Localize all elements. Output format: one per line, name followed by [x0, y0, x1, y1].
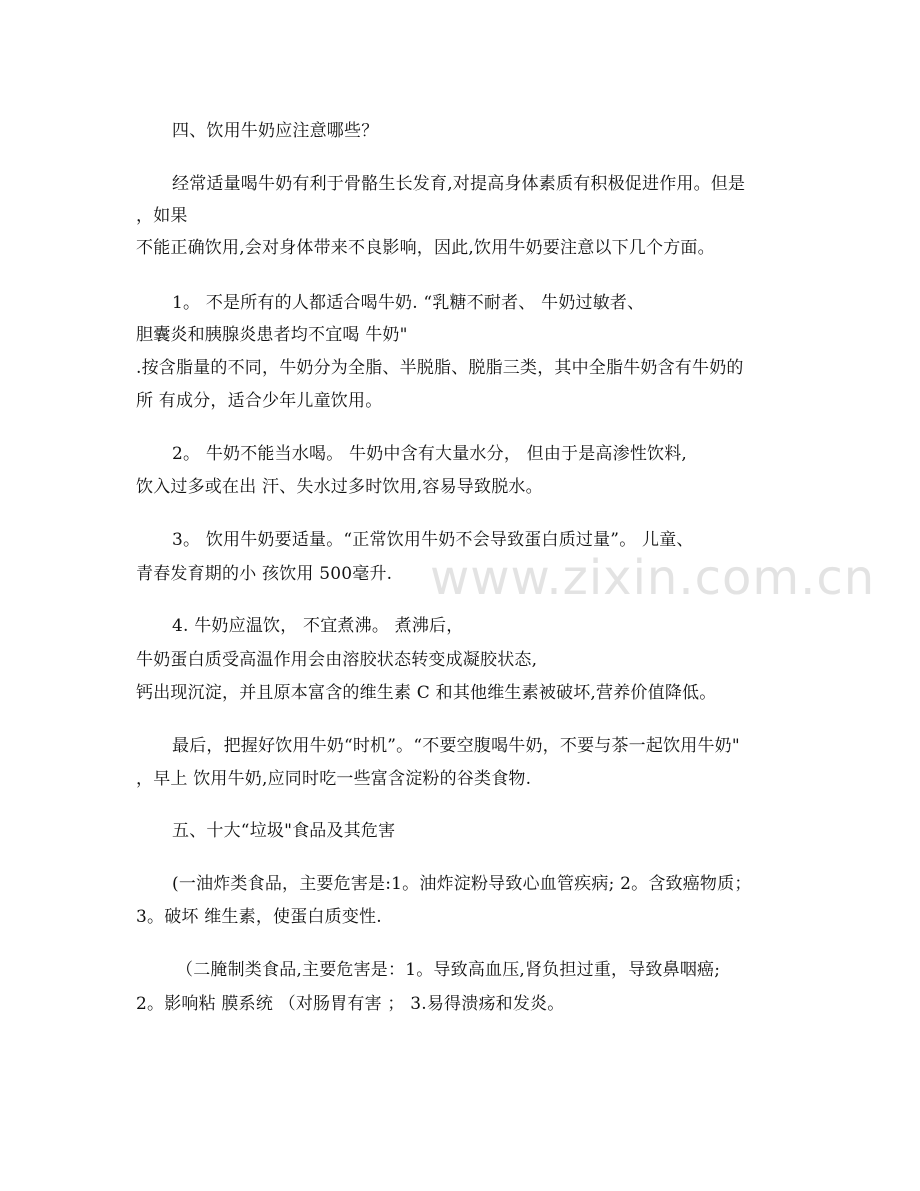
item2-line-2: 饮入过多或在出 汗、失水过多时饮用,容易导致脱水。: [136, 477, 543, 497]
final-line-2: ，早上 饮用牛奶,应同时吃一些富含淀粉的谷类食物.: [136, 769, 532, 789]
final-line-1: 最后，把握好饮用牛奶“时机”。“不要空腹喝牛奶，不要与茶一起饮用牛奶": [172, 736, 740, 756]
s5-item2-line-1: （二腌制类食品,主要危害是：1。导致高血压,肾负担过重，导致鼻咽癌;: [176, 960, 721, 980]
section-4-heading: 四、饮用牛奶应注意哪些？: [172, 121, 379, 141]
intro-line-1: 经常适量喝牛奶有利于骨骼生长发育,对提高身体素质有积极促进作用。但是: [172, 174, 746, 194]
item4-line-1: 4. 牛奶应温饮， 不宜煮沸。 煮沸后，: [172, 616, 464, 636]
intro-line-3: 不能正确饮用,会对身体带来不良影响，因此,饮用牛奶要注意以下几个方面。: [136, 238, 715, 258]
item2-line-1: 2。 牛奶不能当水喝。 牛奶中含有大量水分， 但由于是高渗性饮料,: [172, 444, 688, 464]
item1-line-4: 所 有成分，适合少年儿童饮用。: [136, 391, 383, 411]
item1-line-1: 1。 不是所有的人都适合喝牛奶. “乳糖不耐者、 牛奶过敏者、: [172, 293, 645, 313]
item4-line-2: 牛奶蛋白质受高温作用会由溶胶状态转变成凝胶状态,: [136, 650, 538, 670]
item3-line-1: 3。 饮用牛奶要适量。“正常饮用牛奶不会导致蛋白质过量”。 儿童、: [172, 530, 694, 550]
s5-item1-line-2: 3。破坏 维生素，使蛋白质变性.: [136, 907, 382, 927]
watermark: www.zixin.com.cn: [430, 550, 876, 606]
s5-item2-line-2: 2。影响粘 膜系统 （对肠胃有害 ； 3.易得溃疡和发炎。: [136, 994, 565, 1014]
section-5-heading: 五、十大“垃圾"食品及其危害: [172, 821, 396, 841]
s5-item1-line-1: (一油炸类食品，主要危害是:1。油炸淀粉导致心血管疾病; 2。含致癌物质；: [172, 874, 752, 894]
item4-line-3: 钙出现沉淀，并且原本富含的维生素 C 和其他维生素被破坏,营养价值降低。: [136, 683, 717, 703]
item1-line-2: 胆囊炎和胰腺炎患者均不宜喝 牛奶": [136, 325, 408, 345]
intro-line-2: ，如果: [136, 206, 188, 226]
item1-line-3: .按含脂量的不同，牛奶分为全脂、半脱脂、脱脂三类，其中全脂牛奶含有牛奶的: [136, 358, 744, 378]
item3-line-2: 青春发育期的小 孩饮用 500毫升.: [136, 564, 393, 584]
